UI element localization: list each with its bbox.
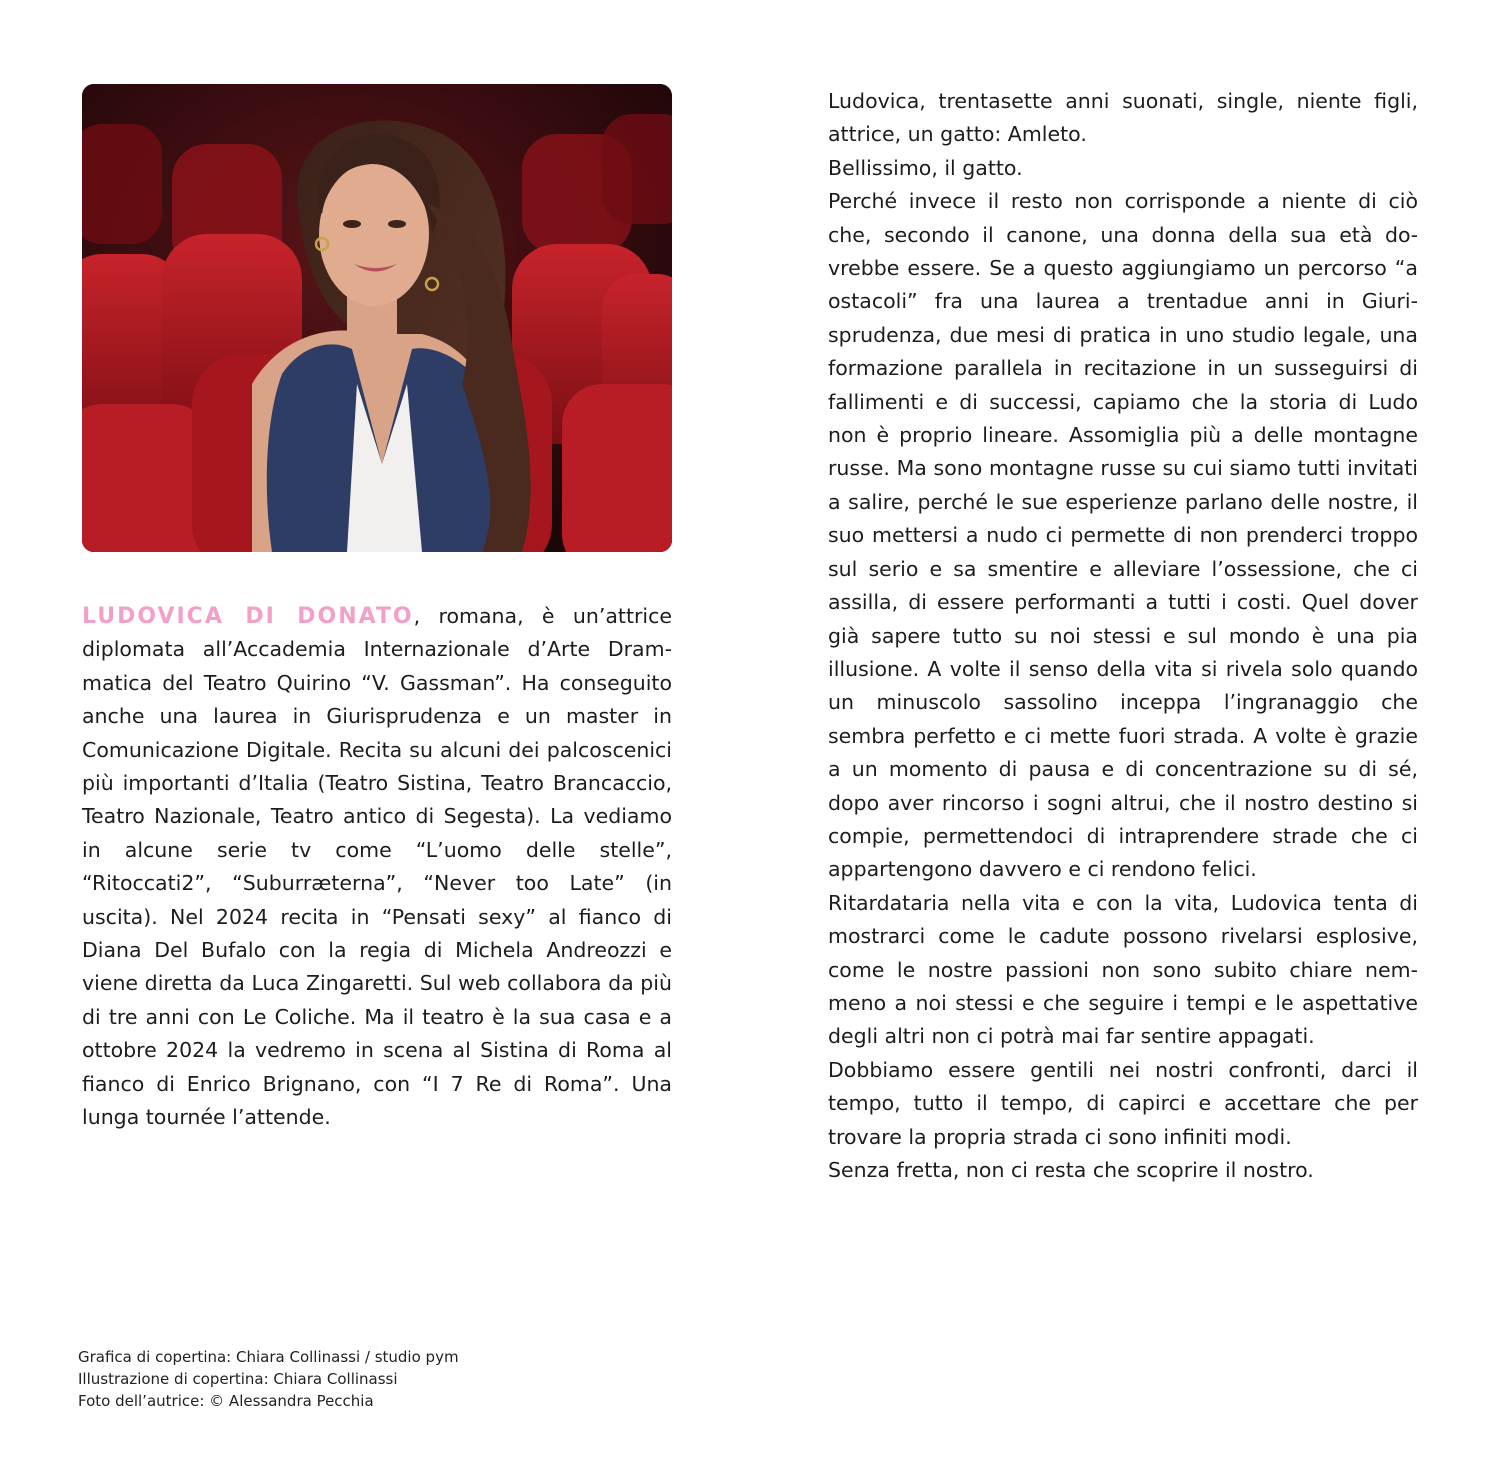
synopsis-paragraph: Senza fretta, non ci resta che scoprire il nostro. [828,1158,1314,1182]
synopsis-paragraph: Ritardataria nella vita e con la vita, Ludovica tenta di mostrarci come le cadute possono rivelarsi esplosive, come le nostre passioni non sono subito chiare nemmeno a noi stessi e che seguire i tempi e le aspettative degli altri non ci potrà mai far sentire appagati. [828,890,1418,1049]
author-name: LUDOVICA DI DONATO [82,604,414,629]
cover-illustration-credit: Illustrazione di copertina: Chiara Collinassi [78,1370,398,1388]
author-photo-credit: Foto dell’autrice: © Alessandra Pecchia [78,1392,374,1410]
synopsis [828,85,1418,1187]
synopsis-paragraph: Bellissimo, il gatto. [828,155,1023,180]
author-bio-text: , romana, è un’attrice diplomata all’Accademia Internazionale d’Arte Drammatica del Teatro Quirino “V. Gassman”. Ha conseguito anche una laurea in Giurisprudenza e un master in Comunicazione Digitale. Recita su alcuni dei palcoscenici più importanti d’Italia (Teatro Sistina, Teatro Brancaccio, Teatro Nazionale, Teatro antico di Segesta). La vediamo in alcune serie tv come “L’uomo delle stelle”, “Ritoccati2”, “Suburræterna”, “Never too Late” (in uscita). Nel 2024 recita in “Pensati sexy” al fianco di Diana Del Bufalo con la regia di Michela Andreozzi e viene diretta da Luca Zingaretti. Sul web collabora da più di tre anni con Le Coliche. Ma il teatro è la sua casa e a ottobre 2024 la vedremo in scena al Sistina di Roma al fianco di Enrico Brignano, con “I 7 Re di Roma”. Una lunga tournée l’attende. [82,604,672,1130]
author-portrait-image [82,84,672,552]
cover-design-credit: Grafica di copertina: Chiara Collinassi / studio pym [78,1348,459,1366]
credits [78,1346,678,1412]
author-bio [82,600,672,1135]
synopsis-paragraph: Dobbiamo essere gentili nei nostri confronti, darci il tempo, tutto il tempo, di capirci e accettare che per trovare la propria strada ci sono infiniti modi. [828,1057,1418,1149]
synopsis-paragraph: Perché invece il resto non corrisponde a niente di ciò che, secondo il canone, una donna della sua età dovrebbe essere. Se a questo aggiungiamo un percorso “a ostacoli” fra una laurea a trentadue anni in Giurisprudenza, due mesi di pratica in uno studio legale, una formazione parallela in recitazione in un susseguirsi di fallimenti e di successi, capiamo che la storia di Ludo non è proprio lineare. Assomiglia più a delle montagne russe. Ma sono montagne russe su cui siamo tutti invitati a salire, perché le sue esperienze parlano delle nostre, il suo mettersi a nudo ci permette di non prenderci troppo sul serio e sa smentire e alleviare l’ossessione, che ci assilla, di essere performanti a tutti i costi. Quel dover già sapere tutto su noi stessi e sul mondo è una pia illusione. A volte il senso della vita si rivela solo quando un minuscolo sassolino inceppa l’ingranaggio che sembra perfetto e ci mette fuori strada. A volte è grazie a un momento di pausa e di concentrazione su di sé, dopo aver rincorso i sogni altrui, che il nostro destino si compie, permettendoci di intraprendere strade che ci appartengono davvero e ci rendono felici. [828,189,1418,882]
synopsis-paragraph: Ludovica, trentasette anni suonati, single, niente figli, attrice, un gatto: Amleto. [828,89,1418,147]
author-photo [82,84,672,552]
